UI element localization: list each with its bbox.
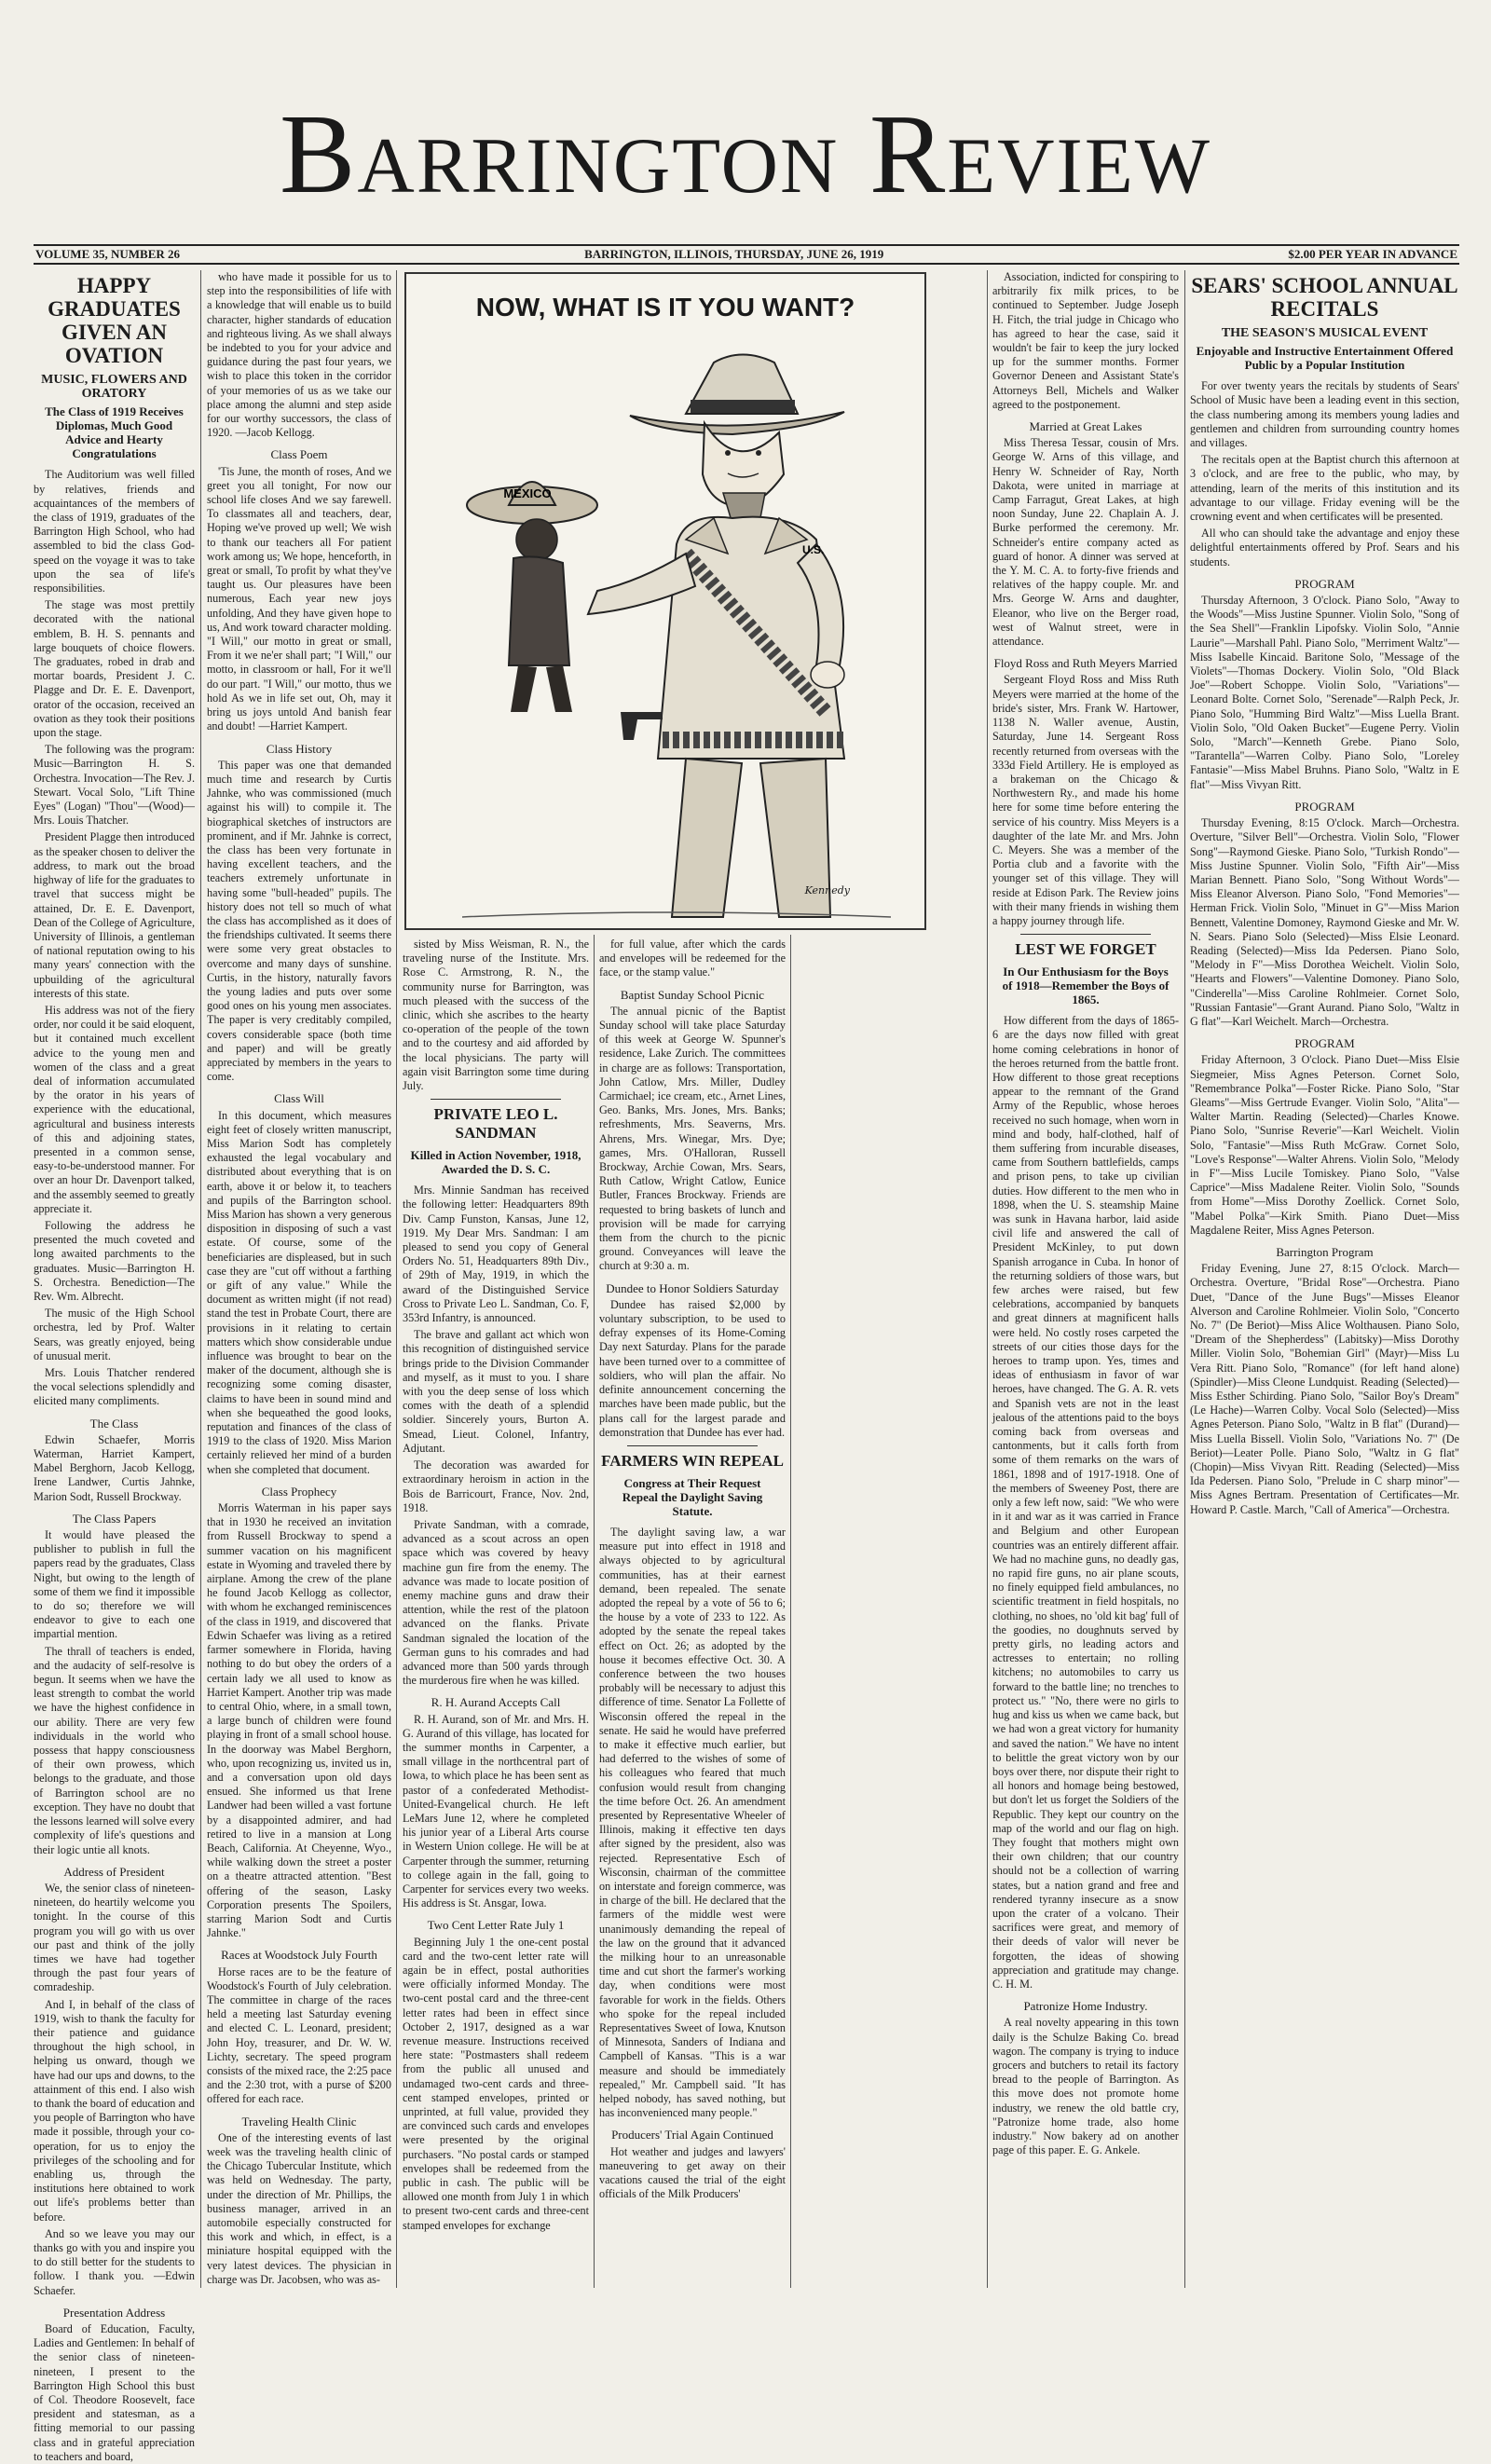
article-paragraph: President Plagge then introduced as the speaker chosen to deliver the address, to mark out the broad highway of life for the graduates to travel that success might be attained, Dr. E. E. Davenport, Dean of the College of Agriculture, University of Illinois, a gentleman of national reputation owing to his many years' connection with the upbuilding of the agricultural interests of this state. xyxy=(34,830,195,1000)
collar-label: U.S. xyxy=(802,543,825,556)
article-paragraph: Mrs. Minnie Sandman has received the following letter: Headquarters 89th Div. Camp Funston, Kansas, June 12, 1919. My Dear Mrs. Sandman: I am pleased to send you copy of General Orders No. 51, Headquarters 89th Div., of 29th of May, 1919, in which the award of the Distinguished Service Cross to Private Leo L. Sandman, Co. F, 353rd Infantry, is announced. xyxy=(403,1184,589,1325)
sandman-subdeck: Killed in Action November, 1918, Awarded the D. S. C. xyxy=(410,1148,581,1177)
article-paragraph: It would have pleased the publisher to publish in full the papers read by the graduates, Class Night, but owing to the length of some of them we find it impossible to do so; therefore we will endeavor to give to each one impartial mention. xyxy=(34,1528,195,1641)
column-rule xyxy=(790,935,791,2288)
section-head: Traveling Health Clinic xyxy=(241,2114,357,2129)
class-poem: 'Tis June, the month of roses, And we greet you all tonight, For now our school life closes And we say farewell. To classmates all and teachers, dear, Hoping we've proved up well; We wish to thank our teachers all For patient work among us; We hope, henceforth, in great or small, To profit by what they've taught us. Our pleasures have been numerous, Each year new joys unfolding, And they have given hope to us, And work toward character molding. "I Will," our motto in great or small, From it we ne'er shall part; "I Will," our motto, in classroom or hall, For it we'll do our part. "I Will," our motto, thus we hold As we in life set out, Oh, may it bring us joys untold And banish fear and doubt! —Harriet Kampert. xyxy=(207,464,391,733)
article-paragraph: Miss Theresa Tessar, cousin of Mrs. George W. Arns of this village, and Henry W. Schneider of Ray, North Dakota, were united in marriage at Camp Farragut, Great Lakes, at high noon Sunday, June 22. Chaplain A. J. Burke performed the ceremony. Mr. Schneider's entire company acted as guard of honor. A dinner was served at the Y. M. C. A. to forty-five friends and relatives of the happy couple. Mr. and Mrs. George W. Arns and daughter, Eleanor, who live on the Berger road, west of Walnut street, were in attendance. xyxy=(992,436,1179,649)
newspaper-title: Barrington Review xyxy=(279,91,1211,217)
article-paragraph: The thrall of teachers is ended, and the audacity of self-resolve is begun. It seems when we have the least strength to combat the world we have the highest confidence in our ability. There are very few individuals in the world who possess that happy consciousness of their own prowess, which belongs to the graduate, and those of Barrington school are no exception. They have no doubt that the lessons learned will solve every complexity of life's questions and their logic untie all knots. xyxy=(34,1644,195,1856)
column-5-text xyxy=(992,270,1179,2288)
article-paragraph: The music of the High School orchestra, led by Prof. Walter Sears, was greatly enjoyed, being of unusual merit. xyxy=(34,1307,195,1362)
place-date: BARRINGTON, ILLINOIS, THURSDAY, JUNE 26, 1919 xyxy=(584,247,884,261)
forget-headline: LEST WE FORGET xyxy=(1015,940,1156,959)
article-paragraph: The recitals open at the Baptist church this afternoon at 3 o'clock, and are free to the public, who may, by attending, learn of the merits of this institution and its advantage to our village. Friday evening will be the crowning event and when certificates will be presented. xyxy=(1190,453,1459,524)
farmers-headline: FARMERS WIN REPEAL xyxy=(601,1451,784,1470)
column-4 xyxy=(599,938,786,2288)
article-paragraph: The daylight saving law, a war measure put into effect in 1918 and always objected to by agricultural communities, has at their earnest demand, been repealed. The senate adopted the repeal by a vote of 56 to 6; the house by a vote of 233 to 122. As adopted by the senate the repeal takes effect on Oct. 26; as adopted by the house it becomes effective Oct. 30. A conference between the two houses probably will be necessary to adjust this difference of time. Senator La Follette of Wisconsin offered the repeal in the senate. He said he would have preferred to make it effective much earlier, but had deferred to the wishes of some of his colleagues who feared that much confusion would result from changing the time before Oct. 26. An amendment presented by Representative Wheeler of Illinois, making it effective ten days after signed by the president, also was rejected. Representative Esch of Wisconsin, chairman of the committee on interstate and foreign commerce, was in charge of the bill. He declared that the farmers of the middle west were unanimously demanding the repeal of the law on the ground that it advanced the milking hour to an unreasonable time and cut short the farmer's working day, when conditions were most favorable for work in the fields. Others who spoke for the repeal included Representatives Sweet of Iowa, Knutson of Minnesota, Sanders of Indiana and Campbell of Kansas. "This is a war measure and should be immediately repealed," Mr. Campbell said. "It has helped nobody, has saved nothing, but has inconvenienced many people." xyxy=(599,1525,786,2120)
section-head: Address of President xyxy=(63,1864,165,1879)
article-paragraph: R. H. Aurand, son of Mr. and Mrs. H. G. Aurand of this village, has located for the summer months in Carpenter, a small village in the northcentral part of Iowa, to which place he has been sent as pastor of a confederated Methodist-United-Evangelical church. He left LeMars June 12, where he completed his junior year of a Liberal Arts course in Western Union college. He will be at Carpenter through the summer, returning to college again in the fall, going to Carpenter for services every two weeks. His address is St. Ansgar, Iowa. xyxy=(403,1712,589,1910)
editorial-cartoon xyxy=(404,272,926,930)
recitals-subdeck: Enjoyable and Instructive Entertainment Offered Public by a Popular Institution xyxy=(1196,344,1454,373)
article-paragraph: The Auditorium was well filled by relatives, friends and acquaintances of the members of the class of 1919, graduates of the Barrington High School, who had assembled to bid the class God-speed on the voyage it was to take upon the sea of life's responsibilities. xyxy=(34,468,195,595)
section-head: Class Will xyxy=(274,1091,324,1106)
dateline xyxy=(34,244,1459,265)
section-head: Class Poem xyxy=(270,447,328,462)
section-head: PROGRAM xyxy=(1294,1036,1355,1051)
section-head: The Class xyxy=(89,1416,139,1430)
article-paragraph: who have made it possible for us to step into the responsibilities of life with a knowledge that will enable us to build character, higher standards of education and righteous living. As we shall always be indebted to you for your advice and guidance during the past four years, we wish to place this token in the corridor of your memories of us as we take our place among the alumni and step aside for our worthy successors, the class of 1920. —Jacob Kellogg. xyxy=(207,270,391,440)
section-head: Dundee to Honor Soldiers Saturday xyxy=(606,1280,779,1295)
farmers-subdeck: Congress at Their Request Repeal the Daylight Saving Statute. xyxy=(622,1475,763,1518)
article-paragraph: This paper was one that demanded much time and research by Curtis Jahnke, who was commissioned (much against his will) to compile it. The biographical sketches of instructors are prominent, and if Mr. Jahnke is correct, the class has been very fortunate in having excellent teachers, and the teachers extremely unfortunate in having some "bull-headed" pupils. The history does not tell so much of what the class has accomplished as it does of the friendships cultivated. It seems there were some very great obstacles to overcome and many days of sunshine. Curtis, in the history, naturally favors the young ladies and puts over some good ones on his young men associates. The paper is very creditably compiled, covers considerable space (both time and paper) and will be greatly appreciated by members in the years to come. xyxy=(207,758,391,1084)
section-head: Barrington Program xyxy=(1276,1244,1374,1259)
article-paragraph: All who can should take the advantage and enjoy these delightful entertainments offered by Prof. Sears and his students. xyxy=(1190,527,1459,568)
column-rule xyxy=(396,270,397,2288)
column-3 xyxy=(403,938,589,2288)
section-head: PROGRAM xyxy=(1294,576,1355,591)
article-paragraph: Following the address he presented the much coveted and long awaited parchments to the graduates. Music—Barrington H. S. Orchestra. Benediction—The Rev. Wm. Albrecht. xyxy=(34,1218,195,1303)
program-list: Thursday Afternoon, 3 O'clock. Piano Solo, "Away to the Woods"—Miss Justine Spunner. Violin Solo, "Song of the Sea Shell"—Franklin Lipofsky. Violin Solo, "Annie Laurie"—Marshall Pahl. Piano Solo, "Merriment Waltz"—Miss Isabelle Kincaid. Baritone Solo, "Message of the Violets"—Thomas Dockery. Violin Solo, "Old Black Joe"—Robert Schoppe. Violin Solo, "Variations"—Leonard Bolte. Cornet Solo, "Serenade"—Ralph Peck, Jr. Piano Solo, "Humming Bird Waltz"—Miss Luella Brant. Violin Solo, "Old Oaken Bucket"—Eugene Perry. Violin Solo, "March"—Kenneth Grebe. Piano Solo, "Tarantella"—Warren Colby. Piano Solo, "Loreley Fantasie"—Miss Mabel Bruhns. Piano Solo, "Waltz in E flat"—Miss Vivyan Ritt. xyxy=(1190,594,1459,791)
section-head: Presentation Address xyxy=(62,2305,166,2320)
column-rule xyxy=(594,935,595,2288)
column-rule xyxy=(200,270,201,2288)
section-head: Producers' Trial Again Continued xyxy=(611,2128,773,2142)
article-paragraph: Horse races are to be the feature of Woodstock's Fourth of July celebration. The committee in charge of the races held a meeting last Saturday evening and elected C. L. Leonard, president; John Hoy, treasurer, and Dr. W. W. Lichty, secretary. The speed program consists of the mixed race, the 2:25 pace and the 2:30 trot, with a purse of $200 offered for each race. xyxy=(207,1964,391,2106)
article-paragraph: Mrs. Louis Thatcher rendered the vocal selections splendidly and elicited many compliments. xyxy=(34,1366,195,1408)
article-paragraph: The stage was most prettily decorated with the national emblem, B. H. S. pennants and large bouquets of choice flowers. The graduates, robed in drab and mortar boards, President J. C. Plagge and Dr. E. E. Davenport, orator of the occasion, received an ovation as they took their positions upon the stage. xyxy=(34,598,195,740)
section-head: PROGRAM xyxy=(1294,799,1355,814)
program-list: Friday Afternoon, 3 O'clock. Piano Duet—Miss Elsie Siegmeier, Miss Agnes Peterson. Cornet Solo, "Remembrance Polka"—Foster Ricke. Piano Solo, "Star Gleams"—Miss Gertrude Evanger. Violin Solo, "Alita"—Walter Martin. Reading (Selected)—Charles Knowe. Piano Solo, "Sunrise Reverie"—Karl Weichelt. Violin Solo, "Fantasie"—Miss Ruth McGraw. Cornet Solo, "Love's Response"—Walter Ahrens. Violin Solo, "Melody in F"—Miss Lucile Tomiskey. Piano Solo, "Valse Caprice"—Miss Madalene Reiter. Violin Solo, "Sounds from Home"—Miss Dorothy Zoellick. Cornet Solo, "Mabel Polka"—Kirk Smith. Piano Duet—Miss Magdalene Reiter, Miss Agnes Peterson. xyxy=(1190,1053,1459,1237)
cartoon-illustration xyxy=(406,274,924,928)
section-head: Class History xyxy=(266,741,333,756)
recitals-headline: SEARS' SCHOOL ANNUAL RECITALS xyxy=(1191,274,1458,321)
recitals-deck: THE SEASON'S MUSICAL EVENT xyxy=(1221,326,1429,340)
volume-number: VOLUME 35, NUMBER 26 xyxy=(35,247,181,261)
column-rule xyxy=(1184,270,1185,2288)
section-head: Two Cent Letter Rate July 1 xyxy=(427,1918,565,1933)
article-paragraph: The annual picnic of the Baptist Sunday school will take place Saturday of this week at George W. Spunner's residence, Lake Zurich. The committees in charge are as follows: Transportation, John Catlow, Mrs. Miller, Dudley Carmichael; ice cream, etc., Arnet Lines, Geo. Banks, Mrs. Jones, Mrs. Banks; refreshments, Mrs. Seaverns, Mrs. Ahrens, Mrs. Winegar, Mrs. Dye; games, Mrs. O'Halloran, Russell Brockway, Archie Cowan, Mrs. Sears, Ruth Catlow, Wright Catlow, Eunice Butler, Frances Brockway. Friends are requested to bring baskets of lunch and provision will be made for carrying them from the church to the picnic ground. Conveyances will leave the church at 9:30 a. m. xyxy=(599,1004,786,1273)
section-head: The Class Papers xyxy=(72,1511,157,1526)
article-paragraph: For over twenty years the recitals by students of Sears' School of Music have been a leading event in this section, the class numbering among its members young ladies and gentlemen and children from surrounding country homes and villages. xyxy=(1190,379,1459,450)
section-head: Races at Woodstock July Fourth xyxy=(221,1948,377,1963)
article-paragraph: And I, in behalf of the class of 1919, wish to thank the faculty for their patience and guidance throughout the high school, in helping us onward, though we have had our ups and downs, to the attainment of this end. I also wish to thank the board of education and you people of Barrington who have made it possible, through your co-operation, for us to enjoy the privileges of the schooling and for enabling us, through the institutions here obtained to work out life's problems better than before. xyxy=(34,1997,195,2224)
article-paragraph: Board of Education, Faculty, Ladies and Gentlemen: In behalf of the senior class of nineteen-nineteen, I present to the Barrington High School this bust of Col. Theodore Roosevelt, face president and statesman, as a fitting memorial to our passing class and in grateful appreciation to teachers and board, xyxy=(34,2322,195,2463)
graduates-subdeck: The Class of 1919 Receives Diplomas, Much Good Advice and Hearty Congratulations xyxy=(45,404,184,461)
program-list: Friday Evening, June 27, 8:15 O'clock. March—Orchestra. Overture, "Bridal Rose"—Orchestra. Piano Duet, "Dance of the June Bugs"—Misses Eleanor Alverson and Caroline Rohlmeier. Violin Solo, "Concerto No. 7" (De Beriot)—Miss Alice Wolthausen. Piano Solo, "Dream of the Shepherdess" (Labitsky)—Miss Dorothy Miller. Violin Solo, "Bohemian Girl" (Mayr)—Miss Lu Vera Ritt. Piano Solo, "Romance" (for left hand alone) (Spindler)—Miss Cleone Lundquist. Reading (Selected)—Miss Esther Schirding. Piano Solo, "Sailor Boy's Dream" (Le Hache)—Warren Colby. Vocal Solo (Selected)—Miss Agnes Peterson. Piano Solo, "Waltz in B flat" (Durand)—Miss Luella Bissell. Violin Solo, "Variations No. 7" (De Beriot)—Leater Polle. Piano Solo, "Waltz in G flat" (Chopin)—Miss Vivyan Ritt. Reading (Selected)—Miss Ida Pedersen. Piano Solo, "Prelude in C sharp minor"—Miss Agnes Bertram. Presentation of Certificates—Mr. Howard P. Castle. March, "Call of America"—Orchestra. xyxy=(1190,1262,1459,1516)
article-paragraph: And so we leave you may our thanks go with you and inspire you to do still better for the students to follow. I thank you. —Edwin Schaefer. xyxy=(34,2226,195,2297)
cartoon-signature: Kennedy xyxy=(804,884,850,897)
section-head: Class Prophecy xyxy=(261,1484,337,1499)
section-head: Baptist Sunday School Picnic xyxy=(620,987,765,1002)
section-head: Floyd Ross and Ruth Meyers Married xyxy=(993,656,1178,671)
article-paragraph: Hot weather and judges and lawyers' maneuvering to get away on their vacations caused the trial of the eight officials of the Milk Producers' xyxy=(599,2144,786,2201)
article-paragraph: for full value, after which the cards and envelopes will be redeemed for the face, or the stamp value." xyxy=(599,938,786,979)
article-paragraph: Private Sandman, with a comrade, advanced as a scout across an open space which was covered by heavy machine gun fire from the enemy. The advance was made to locate position of enemy machine guns and draw their attention, while the rest of the platoon advanced on the flanks. Private Sandman signaled the location of the German guns to his comrades and had advanced more than 500 yards through the murderous fire when he was killed. xyxy=(403,1517,589,1688)
graduates-headline: HAPPY GRADUATES GIVEN AN OVATION xyxy=(48,274,181,367)
article-paragraph: We, the senior class of nineteen-nineteen, do heartily welcome you tonight. In the course of this program you will go with us over our past and think of the jolly times we have had together through the past four years of comradeship. xyxy=(34,1881,195,1994)
article-paragraph: His address was not of the fiery order, nor could it be said eloquent, but it contained much excellent advice to the young men and women of the class and a great deal of information accumulated by the orator in his years of experience with the educational, agricultural and business interests of this and adjoining states, presented in a common sense, easy-to-be-understood manner. For over an hour Dr. Davenport talked, and the assembly seemed to greatly appreciate it. xyxy=(34,1003,195,1215)
article-paragraph: How different from the days of 1865-6 are the days now filled with great home coming celebrations in honor of the heroes returned from the battle front. How different to those great receptions appear to the remnant of the Grand Army of the Republic, whose heroes received no such homage, when worn in mind and body, half-clothed, half of them suffering from incurable diseases, came from Southern battlefields, camps and prison pens, to take up civilian duties. How different to the men who in 1898, when the U. S. steamship Maine was sunk in Havana harbor, laid aside civil life and answered the call of President McKinley, to put down Spanish arrogance in Cuba. In honor of the returning soldiers of those wars, but few arches were raised, but few celebrations, accompanied by banquets and great dinners at magnificent halls were held. No costly roses carpeted the streets of our cities those days for the heroes to tramp upon. Yes, times and ideas of enthusiasm in favor of war heroes, have changed. The G. A. R. vets and Spanish vets are not in the least jealous of the attentions paid to the boys coming back from overseas and cantonments, but it calls forth from some of them remarks on the wars of 1861, 1898 and of 1917-1918. One of the members of Sweeney Post, there are only a few left now, said: "We who were in it and war as it was carried in France and Belgium and other European countries was an entirely different affair. We had no machine guns, no deadly gas, no rapid fire guns, no air plane scouts, no finely equipped field ambulances, no scientific treatment in field hospitals, no clothing, no shoes, no 'old kit bag' full of the goodies, no doughnuts served by pretty girls, no leading actors and actresses to entertain; no rolling kitchens; no automobiles to carry us forward to the battle line; no trenches to protect us." "No, there were no girls to hug and kiss us when we came back, but we had won a great victory for humanity and saved the nation." We have no intent to belittle the great victory won by our boys over there, nor dispute their right to all honors and homage being bestowed, but don't let us forget the Soldiers of the Republic. They kept our country on the map of the world and our flag on high. They fought that mothers might own their own children; that our country should not be a collection of warring states, but a nation grand and free and rendered tyranny insecure as a snow upon the crater of a volcano. Their sacrifices were great, and memory of their deeds of valor will never be forgotten, the ideas of showing appreciation and gratitude may change. C. H. M. xyxy=(992,1014,1179,1991)
article-paragraph: The brave and gallant act which won this recognition of distinguished service brings pride to the Division Commander and myself, as it must to you. I share with you the deep sense of loss which comes with the death of a splendid soldier. Sincerely yours, Burton A. Smead, Lieut. Colonel, Infantry, Adjutant. xyxy=(403,1328,589,1455)
article-paragraph: Sergeant Floyd Ross and Miss Ruth Meyers were married at the home of the bride's sister, Mrs. Frank W. Hartower, 1138 N. Waller avenue, Austin, Saturday, June 14. Sergeant Ross recently returned from overseas with the 333d Field Artillery. He is employed as a brakeman on the Chicago & Northwestern Ry., and made his home here for some time before entering the service of his country. Miss Meyers is a daughter of the late Mr. and Mrs. John C. Meyers. She was a member of the Portia club and a favorite with the younger set of this village. They will reside at Edison Park. The Review joins with their many friends in wishing them a happy journey through life. xyxy=(992,673,1179,927)
sandman-headline: PRIVATE LEO L. SANDMAN xyxy=(433,1105,558,1143)
section-head: R. H. Aurand Accepts Call xyxy=(431,1695,561,1710)
column-2 xyxy=(207,270,391,2288)
article-paragraph: Morris Waterman in his paper says that in 1930 he received an invitation from Russell Brockway to spend a summer vacation on his magnificent estate in Wyoming and traveled there by airplane. Among the crew of the plane he found Jacob Kellogg as collector, with whom he exchanged reminiscences of the class in 1919, and discovered that Edwin Schaefer was living as a retired farmer somewhere in Florida, having nothing to do but obey the orders of a certain lady we all used to know as Harriet Kampert. Another trip was made to central Ohio, where, in a small town, a large bunch of children were found playing in front of a small school house. In the doorway was Mabel Berghorn, who, upon recognizing us, invited us in, and a conversation upon old days ensued. She informed us that Irene Landwer had been willed a vast fortune by a disappointed admirer, and had retired to live in a mansion at Long Beach, California. At Cheyenne, Wyo., while walking down the street a poster on a theatre attracted attention. "Best offering of the season, Lasky Corporation presents The Spoilers, starring Marion Sodt and Curtis Jahnke." xyxy=(207,1501,391,1940)
program-list: Thursday Evening, 8:15 O'clock. March—Orchestra. Overture, "Silver Bell"—Orchestra. Violin Solo, "Flower Song"—Raymond Gieske. Piano Solo, "Turkish Rondo"—Miss Justine Spunner. Violin Solo, "Fifth Air"—Miss Marian Bennett. Piano Solo, "Song Without Words"—Miss Eleanor Alverson. Piano Solo, "Fond Memories"—Herman Frick. Violin Solo, "Minuet in G"—Miss Marion Bennett, Valentine Domoney, Raymond Gieske and Mr. W. N. Sears. Piano Solo (Selected)—Miss Elsie Leonard. Reading (Selected)—Miss Ida Pedersen. Piano Solo, "Melody in F"—Miss Dorothea Weichelt. Violin Solo, "Hearts and Flowers"—Valentine Domoney. Piano Solo, "Cinderella"—Miss Caroline Rohlmeier. Cornet Solo, "Russian Fantasie"—Grant Aurand. Piano Solo, "Waltz in G flat"—Karl Weichelt. March—Orchestra. xyxy=(1190,816,1459,1028)
article-paragraph: A real novelty appearing in this town daily is the Schulze Baking Co. bread wagon. The company is trying to induce grocers and butchers to retail its factory bread to the people of Barrington. As this move does not promote home industry, we renew the old battle cry, "Patronize home trade, also home industry." Now bakery ad on another page of this paper. E. G. Ankele. xyxy=(992,2016,1179,2157)
cartoon-title: NOW, WHAT IS IT YOU WANT? xyxy=(475,293,855,322)
section-head: Married at Great Lakes xyxy=(1029,419,1142,434)
masthead xyxy=(0,0,1491,244)
article-paragraph: Beginning July 1 the one-cent postal card and the two-cent letter rate will again be in effect, postal authorities were officially informed Monday. The two-cent postal card and the three-cent letter rates had been in effect since October 2, 1917, designed as a war revenue measure. Instructions received here state: "Postmasters shall redeem from the public all unused and undamaged two-cent cards and three-cent stamped envelopes, printed or unprinted, at full value, provided they are convinced such cards and envelopes were presented by the original purchasers. "No postal cards or stamped envelopes shall be redeemed from the public in cash. The public will be allowed one month from July 1 in which to present two-cent cards and three-cent stamped envelopes for exchange xyxy=(403,1935,589,2232)
graduates-deck: MUSIC, FLOWERS AND ORATORY xyxy=(41,373,187,402)
forget-subdeck: In Our Enthusiasm for the Boys of 1918—Remember the Boys of 1865. xyxy=(1002,965,1170,1007)
column-1 xyxy=(34,270,195,2463)
sombrero-label: MEXICO xyxy=(503,486,552,500)
section-head: Patronize Home Industry. xyxy=(1023,1999,1148,2014)
article-paragraph: Edwin Schaefer, Morris Waterman, Harriet Kampert, Mabel Berghorn, Jacob Kellogg, Irene Landwer, Curtis Jahnke, Marion Sodt, Russell Brockway. xyxy=(34,1432,195,1503)
column-6 xyxy=(1190,270,1459,2288)
article-paragraph: In this document, which measures eight feet of closely written manuscript, Miss Marion Sodt has completely exhausted the legal vocabulary and distributed about everything that is on earth, above it or below it, to teachers and pupils of the Barrington school. Miss Marion has shown a very generous disposition in disposing of such a vast estate. Of course, some of the beneficiaries are displeased, but in such case they are "cut off without a farthing or gift of any value." While the document as written might (if not read) stand the test in Probate Court, there are provisions in it relating to certain matters which show considerable undue influence was brought to bear on the maker of the document, although she is recognizing some coming disaster, claims to have been in sound mind and when she bequeathed the good looks, reputation and finances of the class of 1919 to the class of 1920. Miss Marion certainly relieved her mind of a burden when she completed that document. xyxy=(207,1108,391,1476)
article-paragraph: The following was the program: Music—Barrington H. S. Orchestra. Invocation—The Rev. J. Stewart. Vocal Solo, "Lift Thine Eyes" (Logan) "Thou"—(Wood)—Mrs. Louis Thatcher. xyxy=(34,743,195,828)
article-paragraph: sisted by Miss Weisman, R. N., the traveling nurse of the Institute. Mrs. Rose C. Armstrong, R. N., the community nurse for Barrington, was much pleased with the success of the clinic, which she ascribes to the hearty co-operation of the people of the town and to the courtesy and aid afforded by the local physicians. The party will again visit Barrington some time during July. xyxy=(403,938,589,1093)
article-paragraph: The decoration was awarded for extraordinary heroism in action in the Bois de Barricourt, France, Nov. 2nd, 1918. xyxy=(403,1458,589,1514)
article-paragraph: Association, indicted for conspiring to arbitrarily fix milk prices, to be continued to September. Judge Joseph H. Fitch, the trial judge in Chicago who has agreed to hear the case, said it wouldn't be fair to keep the jury locked up for the summer months. Former Governor Deneen and Assistant State's Attorneys Bell, Michels and Walker agreed to the postponement. xyxy=(992,270,1179,411)
article-paragraph: One of the interesting events of last week was the traveling health clinic of the Chicago Tubercular Institute, which was held on Wednesday. The party, under the direction of Mr. Phillips, the business manager, arrived in an automobile especially constructed for this work and which, in effect, is a miniature hospital equipped with the very latest devices. The physician in charge was Dr. Jacobsen, who was as- xyxy=(207,2130,391,2286)
article-paragraph: Dundee has raised $2,000 by voluntary subscription, to be used to defray expenses of its Home-Coming Day next Saturday. Plans for the parade have been turned over to a committee of soldiers, who will plan the affair. No definite announcement concerning the marches have been made public, but the plans call for the largest parade and demonstration that Dundee has ever had. xyxy=(599,1297,786,1439)
subscription-price: $2.00 PER YEAR IN ADVANCE xyxy=(1288,247,1457,261)
